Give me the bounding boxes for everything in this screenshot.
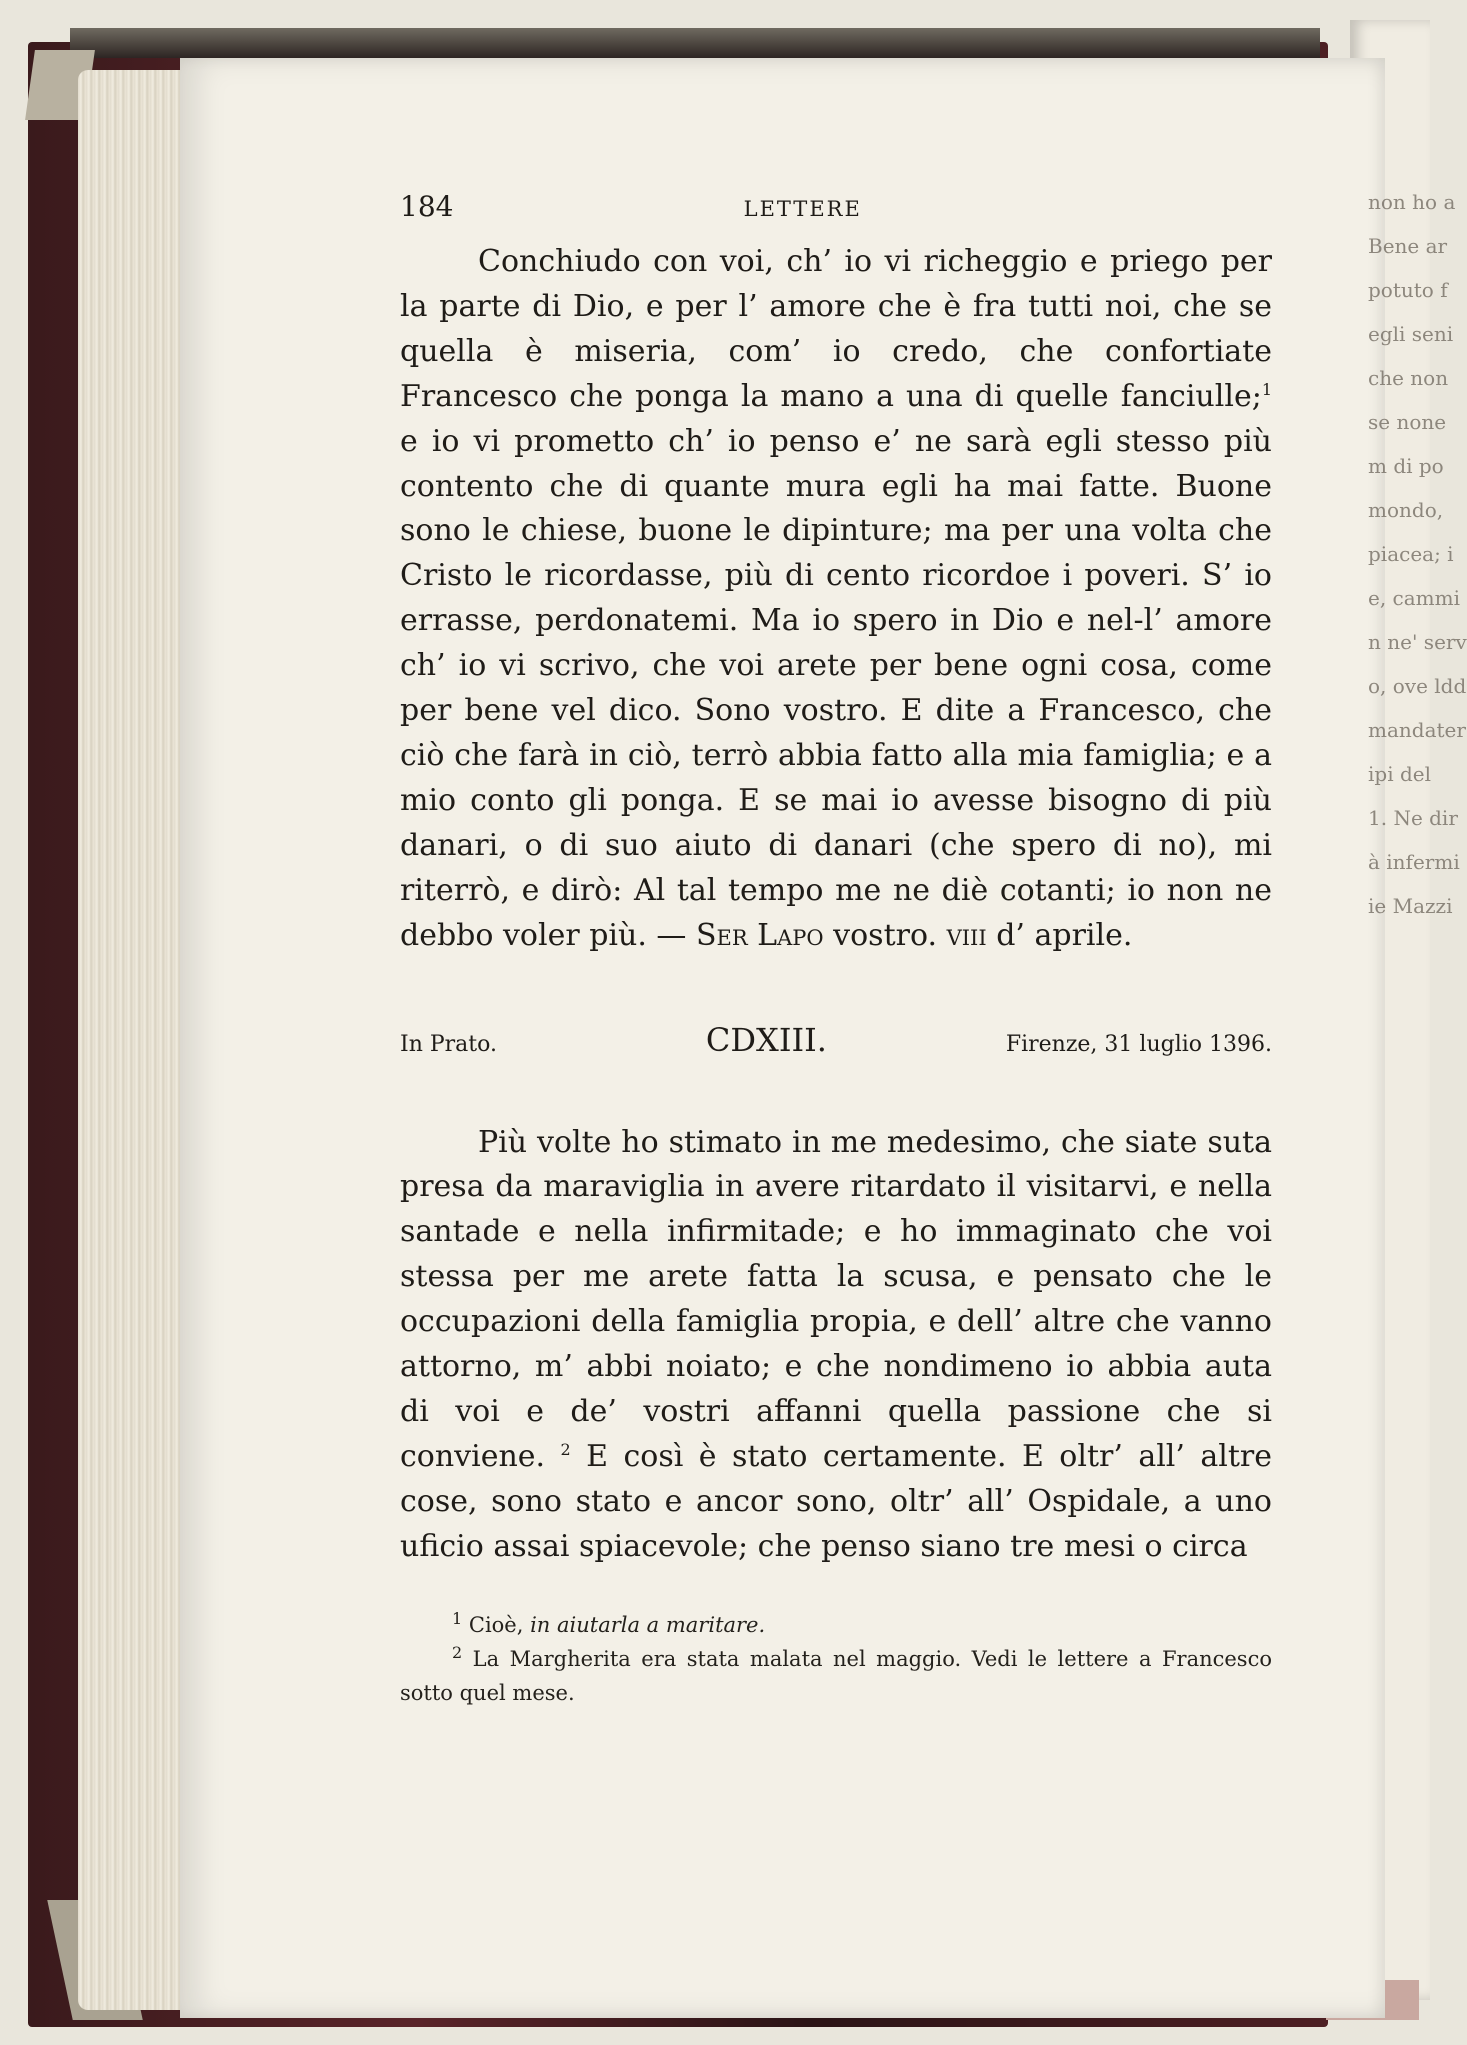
binding-top-edge (70, 28, 1320, 58)
text-line: Più volte ho stimato in me medesimo, che siate (478, 1124, 1198, 1160)
footnote-mark: 1 (452, 1608, 463, 1628)
footnote-text: La Margherita era stata malata nel maggio. Vedi le lettere a Francesco sotto quel mese. (400, 1646, 1272, 1705)
bleed-line: piacea; i (1368, 542, 1454, 566)
letter-place: In Prato. (400, 1031, 497, 1057)
text-column (400, 190, 1272, 1710)
text-line: se quella è miseria, com’ io credo, che confortiate (400, 288, 1273, 369)
text-line: e nella santade e nella infirmitade; e ho immaginato (400, 1169, 1272, 1250)
footnote-1 (400, 1608, 1272, 1642)
bleed-line: ipi del (1368, 762, 1431, 786)
bleed-line: che non (1368, 366, 1449, 390)
footnote-ref: 2 (560, 1439, 571, 1459)
text-line: sono le chiese, buone le dipinture; ma per una volta (400, 513, 1207, 549)
bleed-line: mandater (1368, 718, 1466, 742)
bleed-line: o, ove ldd (1368, 674, 1467, 698)
text-line: vostro. (833, 917, 938, 953)
footnotes (400, 1608, 1272, 1710)
text-line: che le occupazioni della famiglia propia, e dell’ altre (400, 1259, 1272, 1340)
footnote-italic-text: in aiutarla a maritare. (530, 1612, 766, 1637)
date-numeral: viii (946, 917, 987, 953)
paragraph (400, 1121, 1272, 1570)
bleed-line: à infermi (1368, 850, 1460, 874)
text-line: S’ io errasse, perdonatemi. Ma io spero in Dio e nel- (400, 558, 1272, 639)
letter-number: CDXIII. (705, 1020, 827, 1059)
text-line: si conviene. (400, 1393, 1272, 1474)
bleed-line: 1. Ne dir (1368, 806, 1458, 830)
bleed-line: non ho a (1368, 190, 1456, 214)
text-line: contento che di quante mura egli ha mai fatte. Buone (400, 468, 1272, 504)
letter-continuation (400, 240, 1272, 959)
bleed-line: potuto f (1368, 278, 1448, 302)
bleed-line: se none (1368, 410, 1447, 434)
page-number: 184 (400, 190, 454, 223)
bleed-line: e, cammi (1368, 586, 1461, 610)
text-line: la parte di Dio, e per l’ amore che è fra tutti noi, che (400, 288, 1228, 324)
bleed-line: Bene ar (1368, 234, 1448, 258)
signature: Ser Lapo (695, 917, 824, 953)
text-line: e io vi prometto ch’ io penso e’ ne sarà egli stesso più (400, 423, 1272, 459)
paragraph (400, 240, 1272, 959)
bleed-line: n ne' serv (1368, 630, 1467, 654)
text-line: E così è stato certamente. E oltr’ all’ altre (586, 1438, 1272, 1474)
bleed-line: m di po (1368, 454, 1444, 478)
text-line: che vanno attorno, m’ abbi noiato; e che nondimeno io (400, 1304, 1272, 1385)
text-line: che voi stessa per me arete fatta la scusa, e pensato (400, 1214, 1272, 1295)
text-line: uficio assai spiacevole; che penso siano tre mesi o circa (400, 1528, 1248, 1564)
facing-page-bleed-through (1368, 180, 1467, 928)
footnote-mark: 2 (452, 1642, 463, 1662)
text-line: l’ amore ch’ io vi scrivo, che voi arete per bene ogni (400, 603, 1272, 684)
text-line: suta presa da maraviglia in avere ritardato il visitarvi, (400, 1124, 1272, 1205)
text-line: che Cristo le ricordasse, più di cento ricordoe i poveri. (400, 513, 1272, 594)
footnote-ref: 1 (1261, 379, 1272, 399)
text-line: Francesco, che ciò che farà in ciò, terrò abbia fatto alla (400, 693, 1272, 773)
text-line: (che spero di no), mi riterrò, e dirò: Al tal tempo me (400, 827, 1272, 908)
letter-header (400, 1021, 1272, 1061)
letter-date: Firenze, 31 luglio 1396. (1005, 1031, 1272, 1057)
text-line: avesse bisogno di più danari, o di suo aiuto di danari (400, 782, 1272, 863)
running-title: LETTERE (743, 197, 862, 221)
running-head (400, 190, 1272, 230)
text-line: mia famiglia; e a mio conto gli ponga. E se mai io (400, 737, 1272, 818)
text-line: abbia auta di voi e de’ vostri affanni quella passione che (400, 1349, 1272, 1429)
bleed-line: mondo, (1368, 498, 1444, 522)
text-line: cose, sono stato e ancor sono, oltr’ all’ Ospidale, a uno (400, 1483, 1272, 1519)
text-line: cosa, come per bene vel dico. Sono vostro. E dite a (400, 648, 1273, 729)
footnote-2 (400, 1642, 1272, 1710)
bleed-line: ie Mazzi (1368, 894, 1453, 918)
letter-body (400, 1121, 1272, 1570)
text-line: d’ aprile. (996, 917, 1133, 953)
footnote-text: Cioè, (468, 1612, 524, 1637)
text-line: Francesco che ponga la mano a una di quelle fanciulle; (400, 378, 1262, 414)
text-line: ne diè cotanti; io non ne debbo voler più. — (400, 872, 1272, 953)
bleed-line: egli seni (1368, 322, 1454, 346)
text-line: Conchiudo con voi, ch’ io vi richeggio e priego per (478, 244, 1272, 279)
